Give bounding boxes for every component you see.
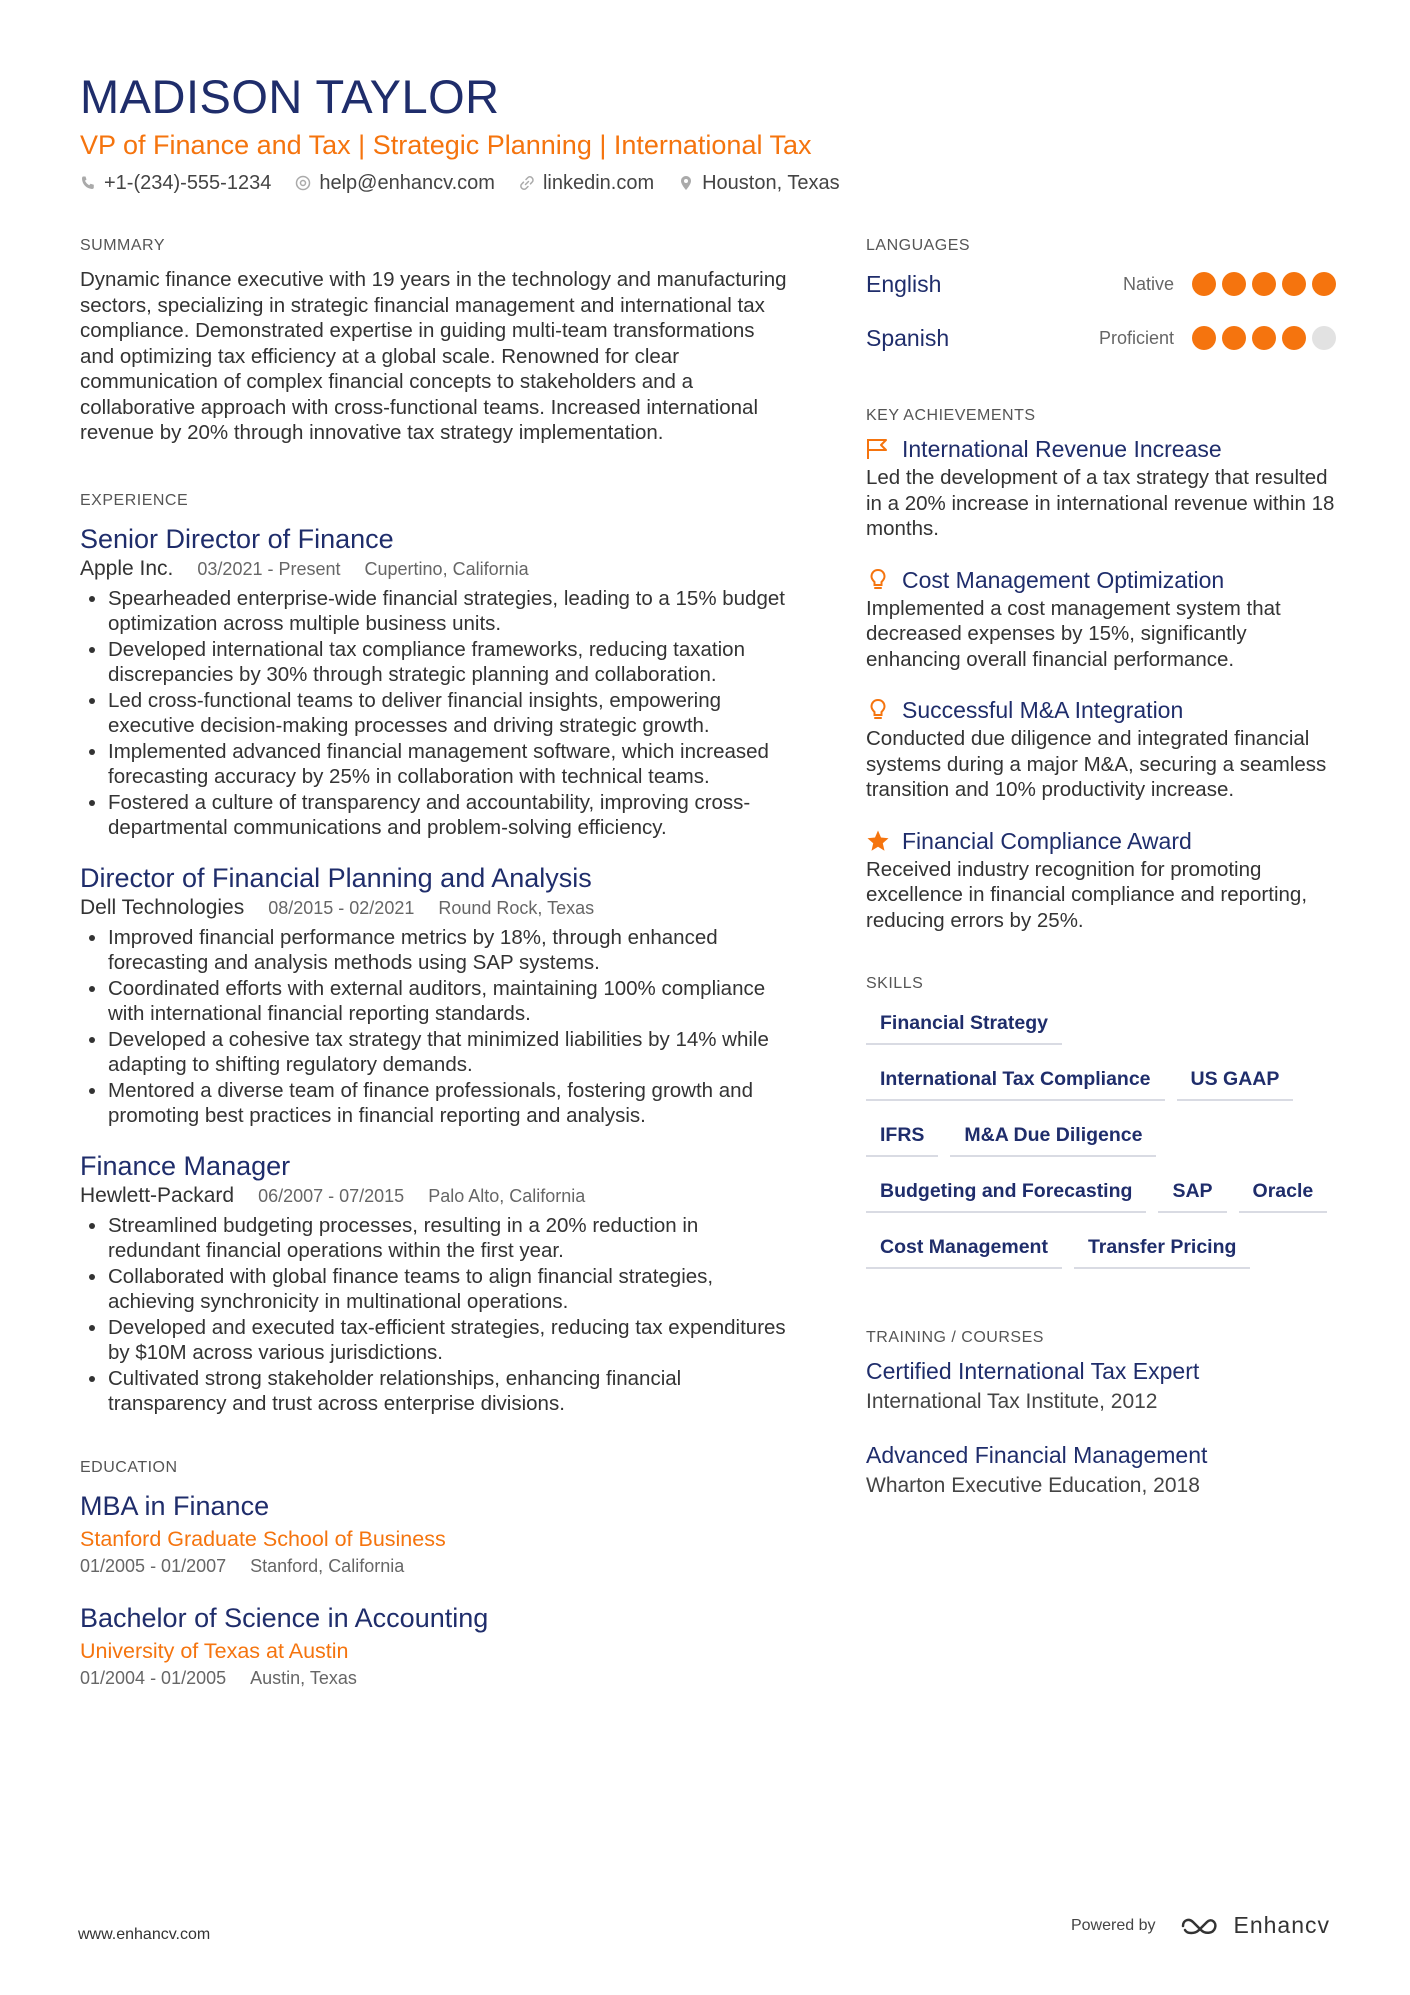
footer-branding xyxy=(1071,1912,1330,1939)
edu-location: Austin, Texas xyxy=(250,1667,357,1688)
contact-email-text: help@enhancv.com xyxy=(319,172,495,194)
achievement-entry xyxy=(866,433,1336,542)
skill-tag: SAP xyxy=(1158,1171,1226,1213)
edu-school: University of Texas at Austin xyxy=(80,1638,349,1663)
experience-entry xyxy=(80,522,790,841)
language-name: English xyxy=(866,270,942,297)
edu-meta xyxy=(80,1553,790,1579)
job-bullet: • Mentored a diverse team of finance professionals, fostering growth and promoting best practices in financial reporting and analysis. xyxy=(108,1078,790,1129)
rating-dot-filled xyxy=(1222,326,1246,350)
achievement-entry xyxy=(866,825,1336,934)
at-icon xyxy=(295,175,311,191)
contact-location xyxy=(678,170,840,196)
achievement-text: Conducted due diligence and integrated financial systems during a major M&A, securing a seamless transition and 10% productivity increase. xyxy=(866,727,1327,801)
language-row xyxy=(866,311,1336,365)
languages-heading: LANGUAGES xyxy=(866,237,971,254)
achievement-header xyxy=(866,433,1336,465)
job-bullet: • Developed international tax compliance frameworks, reducing taxation discrepancies by 30% through strategic planning and collaboration. xyxy=(108,637,790,688)
achievement-title: Cost Management Optimization xyxy=(902,566,1225,593)
skill-tag: Transfer Pricing xyxy=(1074,1227,1250,1269)
skill-tag: Financial Strategy xyxy=(866,1003,1062,1045)
rating-dot-filled xyxy=(1222,272,1246,296)
job-bullet: • Coordinated efforts with external auditors, maintaining 100% compliance with international financial reporting standards. xyxy=(108,976,790,1027)
edu-meta xyxy=(80,1665,790,1691)
skill-tag: International Tax Compliance xyxy=(866,1059,1165,1101)
languages-section xyxy=(866,235,1336,365)
summary-heading: SUMMARY xyxy=(80,237,165,254)
edu-school: Stanford Graduate School of Business xyxy=(80,1526,446,1551)
achievements-heading: KEY ACHIEVEMENTS xyxy=(866,407,1036,424)
training-heading: TRAINING / COURSES xyxy=(866,1329,1044,1346)
rating-dot-filled xyxy=(1282,326,1306,350)
training-section xyxy=(866,1327,1336,1501)
job-bullets xyxy=(80,586,790,841)
course-provider: International Tax Institute, 2012 xyxy=(866,1390,1158,1413)
job-title: Finance Manager xyxy=(80,1150,291,1181)
job-bullets xyxy=(80,925,790,1129)
education-section xyxy=(80,1457,790,1691)
job-bullet: • Developed a cohesive tax strategy that minimized liabilities by 14% while adapting to shifting regulatory demands. xyxy=(108,1027,790,1078)
skill-tag: Budgeting and Forecasting xyxy=(866,1171,1146,1213)
job-bullet: • Collaborated with global finance teams to align financial strategies, achieving synchronicity in multinational operations. xyxy=(108,1264,790,1315)
course-entry xyxy=(866,1355,1336,1417)
job-company: Apple Inc. xyxy=(80,556,174,580)
job-location: Palo Alto, California xyxy=(428,1185,586,1206)
contact-email[interactable] xyxy=(295,170,495,196)
job-dates: 06/2007 - 07/2015 xyxy=(258,1185,405,1206)
course-title: Advanced Financial Management xyxy=(866,1442,1208,1468)
language-rating xyxy=(1192,272,1336,296)
experience-heading: EXPERIENCE xyxy=(80,491,189,509)
skill-tag: US GAAP xyxy=(1177,1059,1294,1101)
flag-icon xyxy=(866,437,890,461)
edu-dates: 01/2004 - 01/2005 xyxy=(80,1667,227,1688)
language-level: Native xyxy=(1122,273,1174,294)
job-bullets xyxy=(80,1213,790,1417)
job-bullet: • Fostered a culture of transparency and accountability, improving cross-departmental communications and problem-solving efficiency. xyxy=(108,790,790,841)
phone-icon xyxy=(80,175,96,191)
language-level: Proficient xyxy=(1098,327,1174,348)
location-pin-icon xyxy=(678,175,694,191)
edu-degree: MBA in Finance xyxy=(80,1490,270,1521)
job-bullet: • Improved financial performance metrics by 18%, through enhanced forecasting and analysis methods using SAP systems. xyxy=(108,925,790,976)
candidate-name: MADISON TAYLOR xyxy=(80,70,500,123)
job-meta xyxy=(80,556,790,582)
job-location: Round Rock, Texas xyxy=(438,897,595,918)
language-name: Spanish xyxy=(866,324,950,351)
job-title: Director of Financial Planning and Analysis xyxy=(80,862,592,893)
rating-dot-filled xyxy=(1252,326,1276,350)
brand-name: Enhancv xyxy=(1233,1912,1330,1938)
skill-tag: IFRS xyxy=(866,1115,938,1157)
star-icon xyxy=(866,829,890,853)
education-heading: EDUCATION xyxy=(80,1458,178,1476)
summary-section xyxy=(80,235,790,446)
job-bullet: • Implemented advanced financial management software, which increased forecasting accuracy by 25% in collaboration with technical teams. xyxy=(108,739,790,790)
language-row xyxy=(866,257,1336,311)
achievement-header xyxy=(866,564,1336,596)
lightbulb-icon xyxy=(866,698,890,722)
contact-location-text: Houston, Texas xyxy=(702,172,840,194)
contact-bar xyxy=(80,170,1330,196)
experience-entry xyxy=(80,861,790,1129)
rating-dot-filled xyxy=(1192,272,1216,296)
language-rating xyxy=(1192,326,1336,350)
job-meta xyxy=(80,1183,790,1209)
candidate-title: VP of Finance and Tax | Strategic Planning | International Tax xyxy=(80,130,812,160)
skill-tag: Oracle xyxy=(1239,1171,1328,1213)
contact-phone-text: +1-(234)-555-1234 xyxy=(104,172,272,194)
job-bullet: • Cultivated strong stakeholder relationships, enhancing financial transparency and trust across enterprise divisions. xyxy=(108,1366,790,1417)
achievement-entry xyxy=(866,564,1336,673)
course-provider: Wharton Executive Education, 2018 xyxy=(866,1474,1200,1497)
job-company: Hewlett-Packard xyxy=(80,1183,235,1207)
job-title: Senior Director of Finance xyxy=(80,523,394,554)
experience-entry xyxy=(80,1149,790,1417)
link-icon xyxy=(519,175,535,191)
education-entry xyxy=(80,1489,790,1579)
footer-website[interactable]: www.enhancv.com xyxy=(78,1926,211,1943)
achievement-header xyxy=(866,694,1336,726)
achievement-text: Received industry recognition for promoting excellence in financial compliance and reporting, reducing errors by 25%. xyxy=(866,857,1308,932)
skills-section xyxy=(866,973,1336,1283)
education-entry xyxy=(80,1601,790,1691)
skill-tag: M&A Due Diligence xyxy=(950,1115,1156,1157)
job-meta xyxy=(80,895,790,921)
job-dates: 03/2021 - Present xyxy=(197,558,341,579)
job-dates: 08/2015 - 02/2021 xyxy=(268,897,415,918)
job-bullet: • Led cross-functional teams to deliver financial insights, empowering executive decision-making processes and driving strategic growth. xyxy=(108,688,790,739)
achievement-title: International Revenue Increase xyxy=(902,436,1222,462)
powered-by-label: Powered by xyxy=(1070,1916,1156,1934)
right-column xyxy=(866,235,1336,1545)
edu-degree: Bachelor of Science in Accounting xyxy=(80,1602,489,1633)
skill-tag: Cost Management xyxy=(866,1227,1062,1269)
rating-dot-filled xyxy=(1252,272,1276,296)
enhancv-logo-icon xyxy=(1179,1913,1223,1939)
job-bullet: • Spearheaded enterprise-wide financial strategies, leading to a 15% budget optimization across multiple business units. xyxy=(108,586,790,637)
experience-section xyxy=(80,490,790,1417)
rating-dot-filled xyxy=(1282,272,1306,296)
achievement-text: Implemented a cost management system that decreased expenses by 15%, significantly enhancing overall financial performance. xyxy=(866,596,1281,671)
job-location: Cupertino, California xyxy=(364,558,529,579)
course-title: Certified International Tax Expert xyxy=(866,1358,1200,1384)
edu-dates: 01/2005 - 01/2007 xyxy=(80,1555,227,1576)
achievement-title: Successful M&A Integration xyxy=(902,697,1184,723)
lightbulb-icon xyxy=(866,568,890,592)
course-entry xyxy=(866,1439,1336,1501)
achievement-header xyxy=(866,825,1336,857)
achievement-entry xyxy=(866,694,1336,803)
left-column xyxy=(80,235,790,1735)
skills-list xyxy=(866,1003,1346,1283)
contact-linkedin[interactable] xyxy=(519,170,654,196)
job-company: Dell Technologies xyxy=(80,895,245,919)
job-bullet: • Developed and executed tax-efficient strategies, reducing tax expenditures by $10M across various jurisdictions. xyxy=(108,1315,790,1366)
job-bullet: • Streamlined budgeting processes, resulting in a 20% reduction in redundant financial operations within the first year. xyxy=(108,1213,790,1264)
rating-dot-filled xyxy=(1312,272,1336,296)
achievement-title: Financial Compliance Award xyxy=(902,827,1192,854)
enhancv-logo[interactable] xyxy=(1179,1912,1330,1939)
achievement-text: Led the development of a tax strategy that resulted in a 20% increase in international revenue within 18 months. xyxy=(866,466,1335,540)
summary-text: Dynamic finance executive with 19 years in the technology and manufacturing sectors, specializing in strategic financial management and international tax compliance. Demonstrated expertise in guiding multi-team transformations and optimizing tax efficiency at a global scale. Renowned for clear communication of complex financial concepts to stakeholders and a collaborative approach with cross-functional teams. Increased international revenue by 20% through innovative tax strategy implementation. xyxy=(80,268,787,444)
rating-dot-empty xyxy=(1312,326,1336,350)
skills-heading: SKILLS xyxy=(866,975,924,992)
rating-dot-filled xyxy=(1192,326,1216,350)
contact-linkedin-text: linkedin.com xyxy=(542,172,655,194)
resume-header xyxy=(80,70,1330,196)
contact-phone[interactable] xyxy=(80,170,271,196)
edu-location: Stanford, California xyxy=(250,1555,405,1576)
achievements-section xyxy=(866,405,1336,933)
